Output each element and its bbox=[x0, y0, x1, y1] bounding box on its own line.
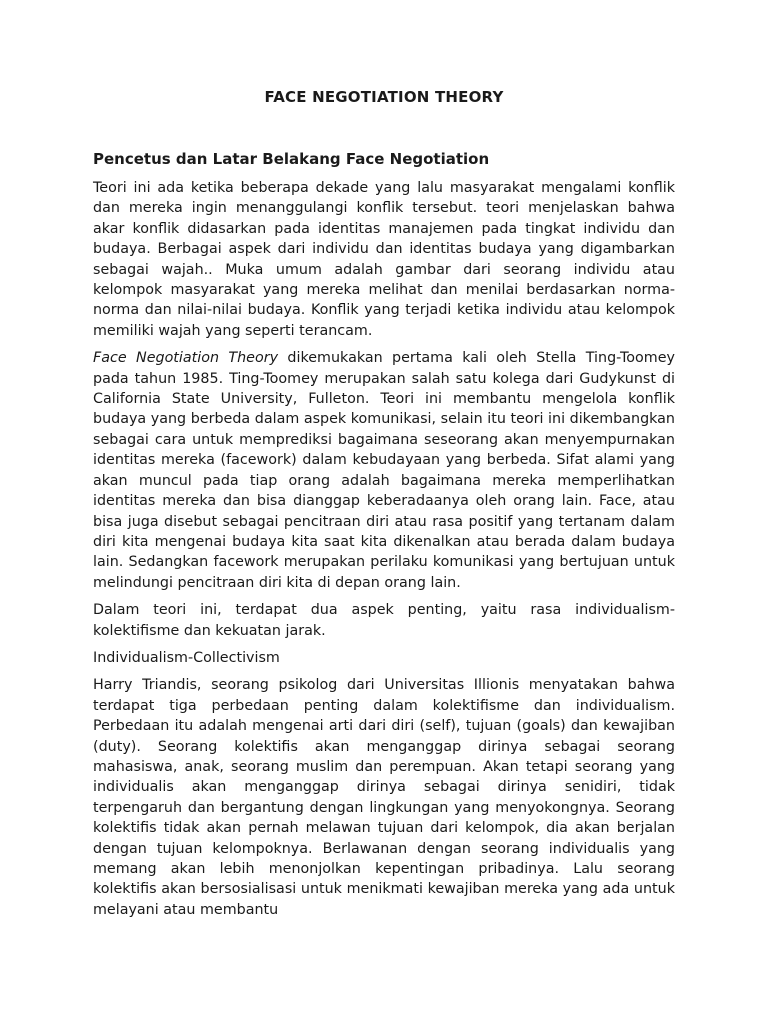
document-title: FACE NEGOTIATION THEORY bbox=[264, 88, 504, 106]
document-page bbox=[93, 86, 675, 927]
paragraph-4: Harry Triandis, seorang psikolog dari Universitas Illionis menyatakan bahwa terdapat tiga perbedaan penting dalam kolektifisme dan individualism. Perbedaan itu adalah mengenai arti dari diri (self), tujuan (goals) dan kewajiban (duty). Seorang kolektifis akan menganggap dirinya sebagai seorang mahasiswa, anak, seorang muslim dan perempuan. Akan tetapi seorang yang individualis akan menganggap dirinya sebagai dirinya senidiri, tidak terpengaruh dan bergantung dengan lingkungan yang menyokongnya. Seorang kolektifis tidak akan pernah melawan tujuan dari kelompok, dia akan berjalan dengan tujuan kelompoknya. Berlawanan dengan seorang individualis yang memang akan lebih menonjolkan kepentingan pribadinya. Lalu seorang kolektifis akan bersosialisasi untuk menikmati kewajiban mereka yang ada untuk melayani atau membantu bbox=[93, 677, 675, 918]
paragraph-1: Teori ini ada ketika beberapa dekade yang lalu masyarakat mengalami konflik dan mereka ingin menanggulangi konflik tersebut. teori menjelaskan bahwa akar konflik didasarkan pada identitas manajemen pada tingkat individu dan budaya. Berbagai aspek dari individu dan identitas budaya yang digambarkan sebagai wajah.. Muka umum adalah gambar dari seorang individu atau kelompok masyarakat yang mereka melihat dan menilai berdasarkan norma-norma dan nilai-nilai budaya. Konflik yang terjadi ketika individu atau kelompok memiliki wajah yang seperti terancam. bbox=[93, 180, 675, 339]
paragraph-2-text: dikemukakan pertama kali oleh Stella Ting-Toomey pada tahun 1985. Ting-Toomey merupakan salah satu kolega dari Gudykunst di California State University, Fulleton. Teori ini membantu mengelola konflik budaya yang berbeda dalam aspek komunikasi, selain itu teori ini dikembangkan sebagai cara untuk memprediksi bagaimana seseorang akan menyempurnakan identitas mereka (facework) dalam kebudayaan yang berbeda. Sifat alami yang akan muncul pada tiap orang adalah bagaimana mereka memperlihatkan identitas mereka dan bisa dianggap keberadaanya oleh orang lain. Face, atau bisa juga disebut sebagai pencitraan diri atau rasa positif yang tertanam dalam diri kita mengenai budaya kita saat kita dikenalkan atau berada dalam budaya lain. Sedangkan facework merupakan perilaku komunikasi yang bertujuan untuk melindungi pencitraan diri kita di depan orang lain. bbox=[93, 350, 675, 591]
subheading-individualism-collectivism: Individualism-Collectivism bbox=[93, 649, 280, 666]
theory-name-italic: Face Negotiation Theory bbox=[93, 350, 279, 367]
paragraph-3: Dalam teori ini, terdapat dua aspek penting, yaitu rasa individualism-kolektifisme dan kekuatan jarak. bbox=[93, 602, 675, 639]
section-heading: Pencetus dan Latar Belakang Face Negotiation bbox=[93, 150, 490, 168]
paragraph-2 bbox=[93, 348, 675, 593]
